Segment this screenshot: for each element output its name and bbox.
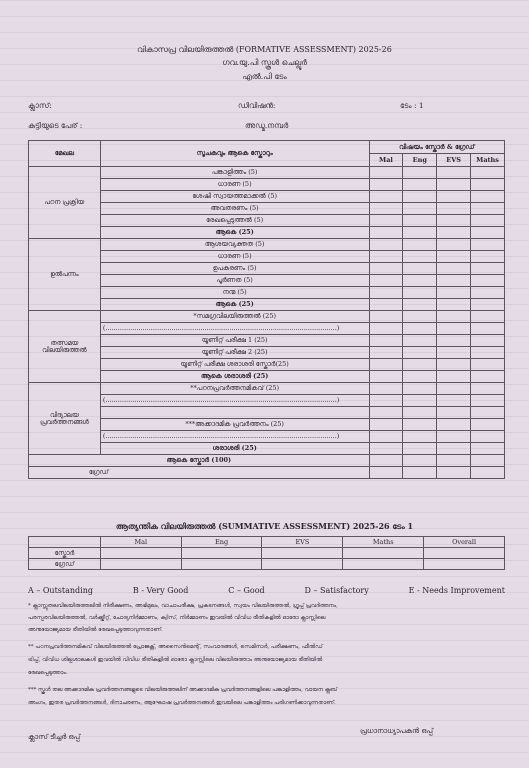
note-line: അംഗം, ഇതര പ്രവർത്തനങ്ങൾ, ദിനാചരണം, ആഘോഷ പ്രവർത്തനങ്ങൾ ഇവയിലെ പങ്കാളിത്തം പരിഗണിക്കാവുന്നതാണ്. (28, 700, 336, 706)
group-realtime-assessment: തത്സമയ വിലയിരുത്തൽ (29, 311, 101, 383)
indicator-total-row: ആകെ ശരാശരി (25) (100, 371, 369, 383)
summary-score-label: സ്കോർ (29, 548, 101, 559)
indicator-total-row: ശരാശരി (25) (100, 443, 369, 455)
indicator-row: യൂണിറ്റ് പരീക്ഷ ശരാശരി സ്കോർ(25) (100, 359, 369, 371)
summary-grade-label: ഗ്രേഡ് (29, 559, 101, 570)
summative-title: ആത്യന്തിക വിലയിരുത്തൽ (SUMMATIVE ASSESSMENT) 2025-26 ടേം 1 (115, 521, 414, 531)
class-teacher-signature-label: ക്ലാസ് ടീച്ചർ ഒപ്പ് (28, 733, 81, 741)
form-title: വികാസപ്ര വിലയിരുത്തൽ (FORMATIVE ASSESSMENT) 2025-26 (137, 45, 392, 54)
indicator-row: *സമഗ്രവിലയിരുത്തൽ (25) (100, 311, 369, 323)
term-label: ടേം : 1 (400, 101, 424, 110)
summary-col-mal: Mal (100, 537, 181, 548)
indicator-row: **പഠനപ്രവർത്തനമികവ് (25) (100, 383, 369, 395)
blank-entry-row: (................................................................................................................) (100, 431, 369, 443)
indicator-total-row: ആകെ (25) (100, 299, 369, 311)
legend-a: A – Outstanding (28, 586, 93, 595)
class-label: ക്ലാസ്: (28, 101, 52, 110)
note-line: *** സ്കൂൾ തല അക്കാദമിക പ്രവർത്തനങ്ങളുടെ വിലയിരുത്തലിന് അക്കാദമിക പ്രവർത്തനങ്ങളിലെ പങ്കാളിത്തം, വായന ക്ലബ് (28, 687, 338, 693)
formative-table (28, 140, 505, 479)
blank-row (100, 407, 369, 419)
total-score-row: ആകെ സ്കോർ (100) (29, 455, 370, 467)
indicator-row: യൂണിറ്റ് പരീക്ഷ 1 (25) (100, 335, 369, 347)
division-label: ഡിവിഷൻ: (238, 101, 276, 110)
indicator-row: രേഖപ്പെടുത്തൽ (5) (100, 215, 369, 227)
headmaster-signature-label: പ്രധാനാധ്യാപകൻ ഒപ്പ് (360, 727, 433, 735)
subject-mal: Mal (369, 154, 403, 167)
student-name-label: കുട്ടിയുടെ പേര് : (28, 121, 83, 130)
note-line: പരസ്പരവിലയിരുത്തൽ, വർക്ക്ഷീറ്റ്, ചോദ്യനിർമ്മാണം, ക്വിസ്, നിർമ്മാണം ഇവയിൽ വിവിധ രീതികളിൽ ഓരോ ക്ലാസ്സിലെ (28, 615, 326, 621)
indicator-row: നന്മ (5) (100, 287, 369, 299)
group-school-activities: വിദ്യാലയ പ്രവർത്തനങ്ങൾ (29, 383, 101, 455)
summative-table (28, 536, 505, 570)
indicator-row: യൂണിറ്റ് പരീക്ഷ 2 (25) (100, 347, 369, 359)
summary-col-overall: Overall (424, 537, 505, 548)
note-line: അനുയോജ്യമായ രീതിയിൽ രേഖപ്പെടുത്താവുന്നതാണ്. (28, 627, 163, 633)
legend-d: D – Satisfactory (304, 586, 369, 595)
legend-b: B - Very Good (132, 586, 189, 595)
summary-col-evs: EVS (262, 537, 343, 548)
area-header: മേഖല (29, 141, 101, 167)
indicator-row: ***അക്കാദമിക പ്രവർത്തനം (25) (100, 419, 369, 431)
blank-entry-row: (................................................................................................................) (100, 395, 369, 407)
note-line: രേഖപ്പെടുത്താം. (28, 670, 68, 676)
indicator-row: അവതരണം (5) (100, 203, 369, 215)
indicator-row: ആശയവ്യക്തത (5) (100, 239, 369, 251)
legend-c: C – Good (228, 586, 265, 595)
subject-score-header: വിഷയം സ്കോർ & ഗ്രേഡ് (369, 141, 504, 154)
group-learning-process: പഠന പ്രക്രിയ (29, 167, 101, 239)
indicator-total-row: ആകെ (25) (100, 227, 369, 239)
note-line: ** പഠനപ്രവർത്തനമികവ് വിലയിരുത്തൽ പ്രോജക്റ്റ്, അസൈൻമെന്റ്, സംവാദങ്ങൾ, സെമിനാർ, പരീക്ഷണം, ഫീൽഡ് (28, 644, 323, 650)
note-line: ട്രിപ്പ്, വിവിധ ശില്പശാലകൾ ഇവയിൽ വിവിധ രീതികളിൽ ഓരോ ക്ലാസ്സിലെ വിലയിരുത്താം അനുയോജ്യമായ രീതിയിൽ (28, 657, 323, 663)
indicator-row: ധാരണ (5) (100, 179, 369, 191)
school-name: ഗവ.യു.പി സ്കൂൾ ചെല്ലൂർ (222, 58, 307, 67)
blank-entry-row: (................................................................................................................) (100, 323, 369, 335)
summary-col-maths: Maths (343, 537, 424, 548)
summary-col-eng: Eng (181, 537, 262, 548)
term-section: എൽ.പി ടേം (242, 72, 287, 81)
group-product: ഉൽപന്നം (29, 239, 101, 311)
admission-number-label: അഡ്മ.നമ്പർ (245, 121, 289, 130)
indicator-row: പങ്കാളിത്തം (5) (100, 167, 369, 179)
indicator-row: ശേഷി സ്വായത്തമാക്കൽ (5) (100, 191, 369, 203)
subject-evs: EVS (437, 154, 471, 167)
note-line: * ക്ലാസ്സുതലവിലയിരുത്തലിൽ നിരീക്ഷണം, അഭിമുഖം, വാചാപരീക്ഷ, പ്രകടനങ്ങൾ, സ്വയം വിലയിരുത്തൽ, ഗ്രൂപ്പ് പ്രവർത്തനം, (28, 603, 338, 609)
legend-e: E - Needs Improvement (408, 586, 505, 595)
grade-legend (28, 586, 505, 595)
subject-eng: Eng (403, 154, 437, 167)
subject-maths: Maths (471, 154, 505, 167)
indicator-row: ഉപകരണം (5) (100, 263, 369, 275)
indicator-header: സൂചകവും ആകെ സ്കോറും (100, 141, 369, 167)
grade-row: ഗ്രേഡ് (29, 467, 370, 479)
indicator-row: ധാരണ (5) (100, 251, 369, 263)
indicator-row: പൂർണത (5) (100, 275, 369, 287)
